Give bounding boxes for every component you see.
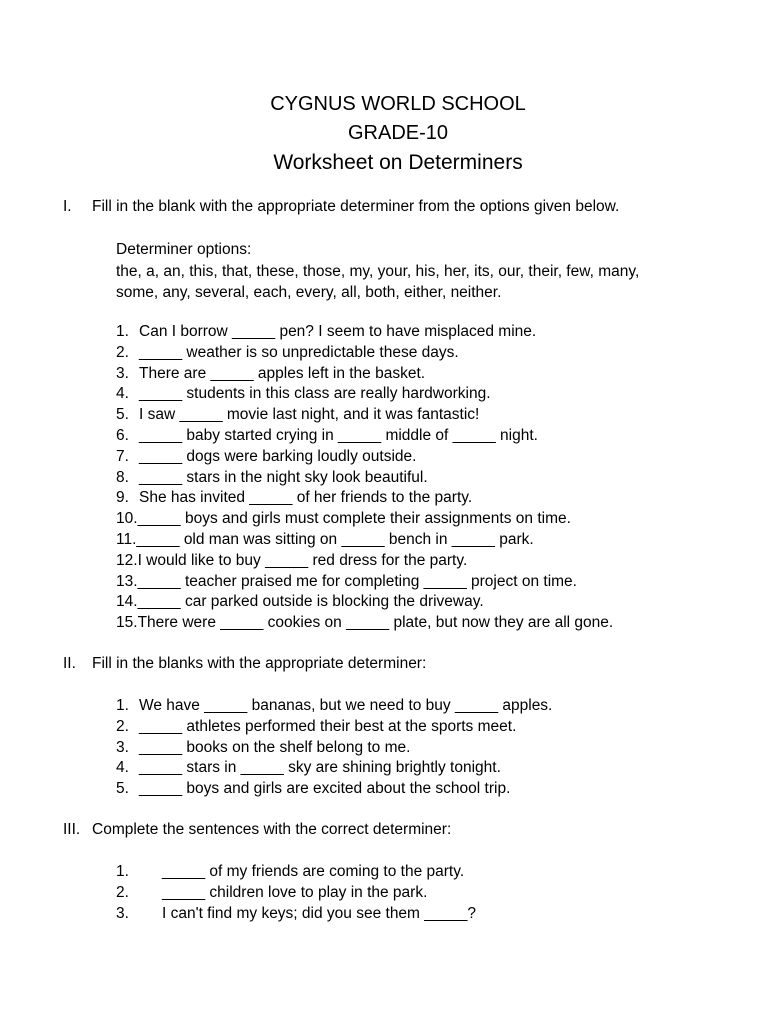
question-number: 1. [116, 697, 129, 714]
question-number: 1. [116, 863, 129, 880]
question-number: 13. [116, 572, 138, 590]
question-text: _____ teacher praised me for completing _____ project on time. [137, 572, 577, 590]
question-item [116, 862, 476, 883]
options-line-1: the, a, an, this, that, these, those, my, your, his, her, its, our, their, few, many, [116, 262, 640, 280]
question-text: _____ car parked outside is blocking the driveway. [137, 593, 484, 611]
question-number: 8. [116, 468, 129, 486]
question-text: _____ dogs were barking loudly outside. [139, 447, 417, 465]
question-item [116, 738, 552, 759]
question-text: _____ old man was sitting on _____ bench in _____ park. [136, 530, 534, 548]
determiner-options [116, 239, 706, 304]
question-number: 11. [116, 530, 137, 548]
worksheet-title: Worksheet on Determiners [273, 151, 523, 174]
section-3-questions [116, 862, 476, 924]
section-2-instruction: Fill in the blanks with the appropriate determiner: [92, 655, 427, 672]
question-item [116, 384, 613, 405]
question-number: 2. [116, 883, 129, 901]
question-item [116, 343, 613, 364]
question-number: 5. [116, 406, 129, 424]
question-text: We have _____ bananas, but we need to buy _____ apples. [139, 697, 553, 714]
question-item [116, 364, 613, 385]
question-item [116, 717, 552, 738]
question-text: _____ children love to play in the park. [162, 883, 428, 901]
question-text: _____ baby started crying in _____ middle of _____ night. [139, 426, 538, 444]
question-item [116, 883, 476, 904]
section-1-instruction: Fill in the blank with the appropriate determiner from the options given below. [92, 198, 620, 215]
question-number: 3. [116, 738, 129, 756]
question-number: 6. [116, 426, 129, 444]
options-line-2: some, any, several, each, every, all, both, either, neither. [116, 284, 502, 301]
question-item [116, 696, 552, 717]
question-number: 7. [116, 447, 129, 465]
question-text: I can't find my keys; did you see them _____? [162, 904, 476, 922]
question-number: 3. [116, 364, 129, 382]
question-item [116, 468, 613, 489]
question-text: Can I borrow _____ pen? I seem to have misplaced mine. [139, 323, 537, 340]
question-text: There are _____ apples left in the basket. [139, 364, 426, 382]
question-number: 1. [116, 323, 129, 340]
school-name: CYGNUS WORLD SCHOOL [270, 93, 526, 115]
question-text: _____ boys and girls are excited about the school trip. [139, 780, 511, 798]
question-item [116, 904, 476, 925]
question-item [116, 551, 613, 572]
section-3-instruction: Complete the sentences with the correct determiner: [92, 821, 452, 838]
section-1-heading [63, 198, 743, 216]
question-number: 12. [116, 551, 138, 569]
section-3-heading [63, 821, 743, 839]
question-number: 14. [116, 593, 138, 611]
section-1-questions [116, 322, 613, 634]
question-item [116, 509, 613, 530]
question-text: _____ athletes performed their best at the sports meet. [139, 717, 517, 735]
question-item [116, 613, 613, 634]
question-item [116, 447, 613, 468]
question-item [116, 572, 613, 593]
question-text: I saw _____ movie last night, and it was fantastic! [139, 406, 480, 424]
question-text: I would like to buy _____ red dress for the party. [137, 551, 468, 569]
question-item [116, 322, 613, 343]
worksheet-header [0, 90, 768, 177]
question-item [116, 405, 613, 426]
question-number: 10. [116, 510, 138, 528]
section-2-heading [63, 655, 743, 673]
options-label: Determiner options: [116, 241, 252, 258]
question-item [116, 426, 613, 447]
question-number: 15. [116, 614, 138, 632]
section-2-questions [116, 696, 552, 800]
question-text: There were _____ cookies on _____ plate, but now they are all gone. [137, 614, 614, 632]
question-item [116, 758, 552, 779]
grade-label: GRADE-10 [347, 122, 449, 144]
question-text: _____ books on the shelf belong to me. [139, 738, 411, 756]
section-3-number: III. [63, 821, 81, 838]
question-number: 4. [116, 759, 129, 777]
question-number: 3. [116, 904, 129, 922]
question-text: _____ boys and girls must complete their assignments on time. [137, 510, 571, 528]
question-text: _____ weather is so unpredictable these days. [139, 343, 459, 361]
section-2-number: II. [63, 655, 76, 672]
question-item [116, 779, 552, 800]
question-item [116, 488, 613, 509]
question-number: 9. [116, 489, 129, 507]
question-item [116, 592, 613, 613]
question-number: 2. [116, 343, 129, 361]
question-text: She has invited _____ of her friends to the party. [139, 489, 473, 507]
question-text: _____ stars in the night sky look beautiful. [139, 468, 428, 486]
question-number: 2. [116, 717, 129, 735]
section-1-number: I. [63, 198, 72, 215]
question-text: _____ stars in _____ sky are shining brightly tonight. [139, 759, 501, 777]
question-item [116, 530, 613, 551]
question-number: 5. [116, 780, 129, 798]
question-text: _____ of my friends are coming to the party. [162, 863, 465, 880]
question-number: 4. [116, 385, 129, 403]
question-text: _____ students in this class are really hardworking. [139, 385, 491, 403]
